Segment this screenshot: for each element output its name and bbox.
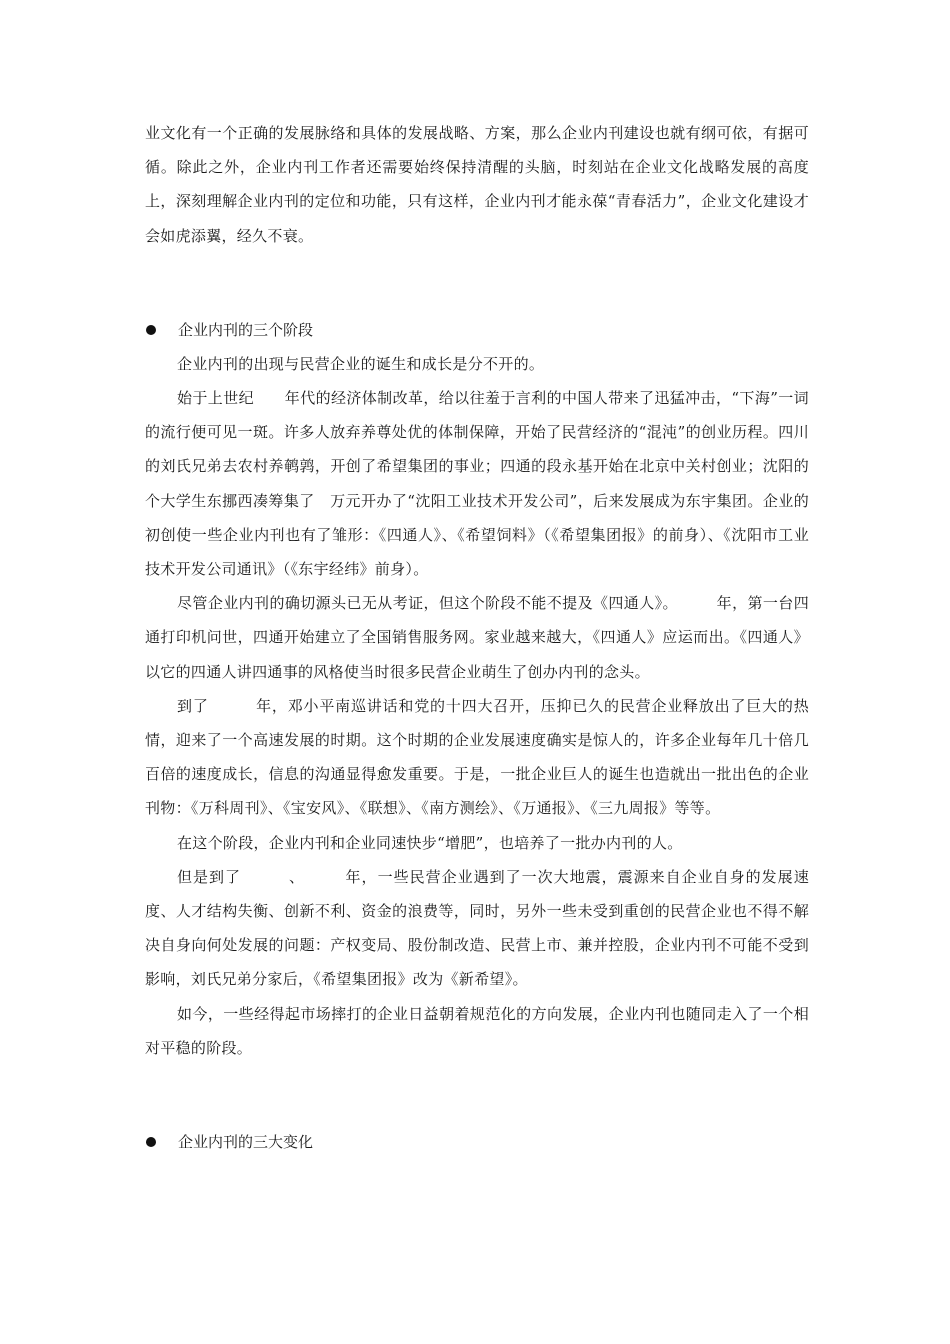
paragraph-rapid-growth: 到了 年，邓小平南巡讲话和党的十四大召开，压抑已久的民营企业释放出了巨大的热情，迎来了一个高速发展的时期。这个时期的企业发展速度确实是惊人的，许多企业每年几十倍几百倍的速度成长，信息的沟通显得愈发重要。于是，一批企业巨人的诞生也造就出一批出色的企业刊物：《万科周刊》、《宝安风》、《联想》、《南方测绘》、《万通报》、《三九周报》等等。: [145, 696, 809, 818]
document-page: [145, 116, 825, 1159]
section-gap: [145, 1065, 809, 1125]
section-gap: [145, 253, 809, 313]
paragraph-reform: 始于上世纪 年代的经济体制改革，给以往羞于言利的中国人带来了迅猛冲击，“下海”一词的流行便可见一斑。许多人放弃养尊处优的体制保障，开始了民营经济的“混沌”的创业历程。四川的刘氏兄弟去农村养鹌鹑，开创了希望集团的事业；四通的段永基开始在北京中关村创业；沈阳的 个大学生东挪西凑筹集了 万元开办了“沈阳工业技术开发公司”，后来发展成为东宇集团。企业的初创使一些企业内刊也有了雏形：《四通人》、《希望饲料》（《希望集团报》的前身）、《沈阳市工业技术开发公司通讯》（《东宇经纬》前身）。: [145, 389, 825, 579]
section-heading-text: 企业内刊的三大变化: [178, 1133, 314, 1152]
intro-paragraph: 业文化有一个正确的发展脉络和具体的发展战略、方案，那么企业内刊建设也就有纲可依，有据可循。除此之外，企业内刊工作者还需要始终保持清醒的头脑，时刻站在企业文化战略发展的高度上，深刻理解企业内刊的定位和功能，只有这样，企业内刊才能永葆“青春活力”，企业文化建设才会如虎添翼，经久不衰。: [145, 124, 809, 245]
bullet-icon: [146, 1137, 156, 1147]
section-heading-three-stages: [145, 313, 809, 347]
paragraph-origin: 企业内刊的出现与民营企业的诞生和成长是分不开的。: [177, 354, 545, 373]
paragraph-sitong: 尽管企业内刊的确切源头已无从考证，但这个阶段不能不提及《四通人》。 年，第一台四通打印机问世，四通开始建立了全国销售服务网。家业越来越大，《四通人》应运而出。《四通人》以它的四通人讲四通事的风格使当时很多民营企业萌生了创办内刊的念头。: [145, 594, 809, 681]
paragraph-growth-stage: 在这个阶段，企业内刊和企业同速快步“增肥”，也培养了一批办内刊的人。: [177, 833, 683, 852]
section-heading-text: 企业内刊的三个阶段: [178, 320, 314, 339]
bullet-icon: [146, 325, 156, 335]
section-heading-three-changes: [145, 1125, 809, 1159]
paragraph-earthquake: 但是到了 、 年，一些民营企业遇到了一次大地震，震源来自企业自身的发展速度、人才结构失衡、创新不利、资金的浪费等，同时，另外一些未受到重创的民营企业也不得不解决自身向何处发展的问题：产权变局、股份制改造、民营上市、兼并控股，企业内刊不可能不受到影响，刘氏兄弟分家后，《希望集团报》改为《新希望》。: [145, 867, 809, 989]
paragraph-present: 如今，一些经得起市场摔打的企业日益朝着规范化的方向发展，企业内刊也随同走入了一个相对平稳的阶段。: [145, 1004, 809, 1057]
